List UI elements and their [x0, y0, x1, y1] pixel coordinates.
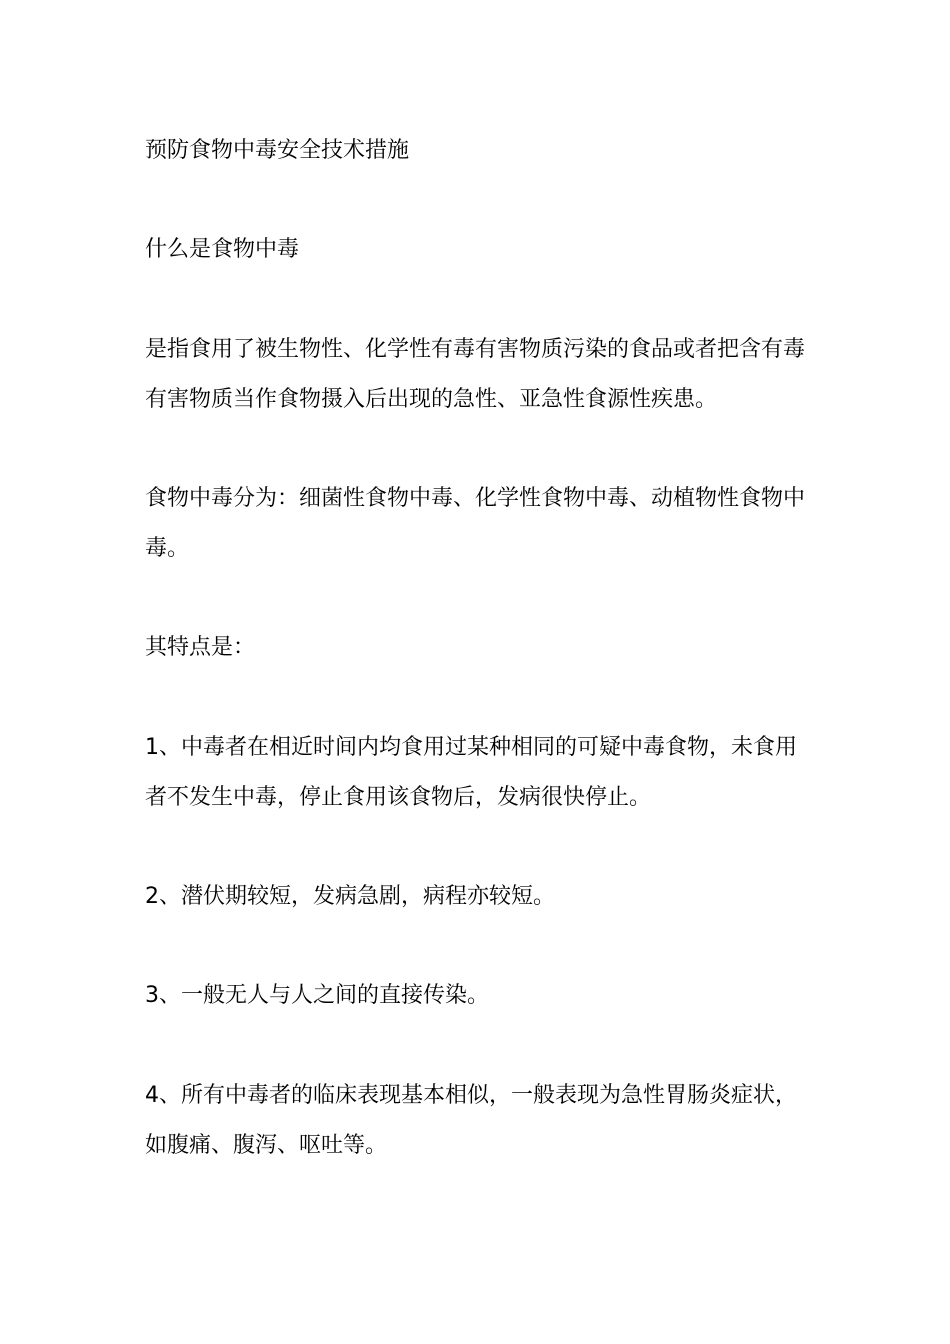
paragraph-definition: 是指食用了被生物性、化学性有毒有害物质污染的食品或者把含有毒有害物质当作食物摄入后出现的急性、亚急性食源性疾患。 — [145, 337, 806, 412]
list-item-feature-3: 3、一般无人与人之间的直接传染。 — [145, 983, 489, 1008]
list-item-feature-4: 4、所有中毒者的临床表现基本相似，一般表现为急性胃肠炎症状，如腹痛、腹泻、呕吐等。 — [145, 1083, 797, 1158]
section-heading: 什么是食物中毒 — [145, 237, 300, 262]
document-title: 预防食物中毒安全技术措施 — [145, 138, 410, 163]
list-item-feature-2: 2、潜伏期较短，发病急剧，病程亦较短。 — [145, 884, 555, 909]
paragraph-classification: 食物中毒分为：细菌性食物中毒、化学性食物中毒、动植物性食物中毒。 — [145, 486, 806, 561]
paragraph-features-intro: 其特点是： — [145, 635, 256, 660]
list-item-feature-1: 1、中毒者在相近时间内均食用过某种相同的可疑中毒食物，未食用者不发生中毒，停止食用该食物后，发病很快停止。 — [145, 735, 797, 810]
